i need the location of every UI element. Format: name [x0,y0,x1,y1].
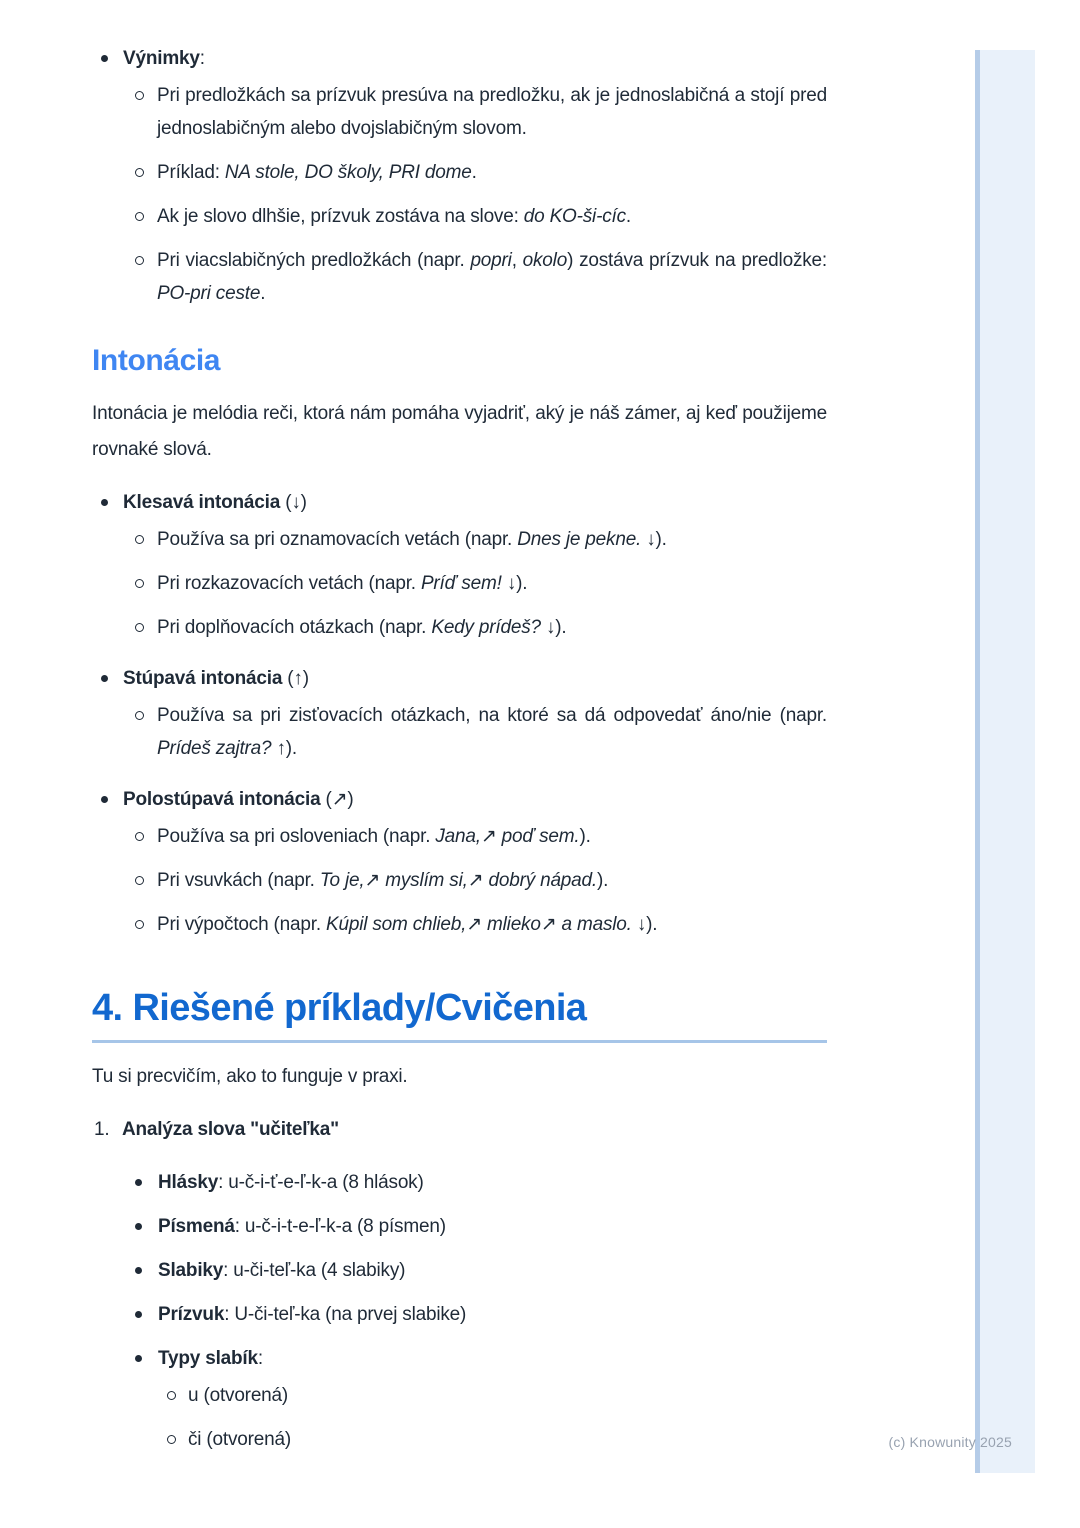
text-segment: Polostúpavá intonácia [123,789,321,810]
text-segment: ↓). [501,573,528,594]
list-item-text [157,162,477,183]
chapter-heading: 4. Riešené príklady/Cvičenia [92,984,827,1043]
list-item [92,42,827,310]
list-item-text [188,1429,291,1450]
list-item [123,699,827,765]
text-segment: , [511,250,523,271]
list-item [122,1210,827,1243]
list-item-text [157,529,667,550]
bullet-circle-icon [135,579,144,588]
text-segment: Prízvuk [158,1304,225,1325]
list-item [92,1113,827,1456]
list-item [123,200,827,233]
list-item-text [157,573,527,594]
bullet-disc-icon [101,55,108,62]
text-segment: Jana,↗ poď sem. [435,826,580,847]
text-segment: Pri doplňovacích otázkach (napr. [157,617,432,638]
copyright-footer: (c) Knowunity 2025 [888,1434,1012,1450]
list-item [123,908,827,941]
list-item-text [158,1260,405,1281]
text-segment: ). [596,870,609,891]
list-item [92,662,827,765]
list-item [123,156,827,189]
text-segment: Príklad: [157,162,225,183]
bullet-disc-icon [101,675,108,682]
text-segment: Analýza slova "učiteľka" [122,1119,339,1140]
bullet-list [92,486,827,941]
text-segment: ) zostáva prízvuk na predložke: [567,250,827,271]
text-segment: Klesavá intonácia [123,492,281,513]
text-segment: Pri vsuvkách (napr. [157,870,320,891]
text-segment: Stúpavá intonácia [123,668,283,689]
text-segment: Kedy prídeš? [431,617,541,638]
text-segment: (↑) [282,668,309,689]
exercises-list [92,1113,827,1456]
text-segment: Pri predložkách sa prízvuk presúva na predložku, ak je jednoslabičná a stojí pred jednoslabičným alebo dvojslabičným slovom. [157,85,827,139]
text-segment: PO-pri ceste [157,283,261,304]
bullet-list [123,79,827,310]
text-segment: NA stole, DO školy, PRI dome [224,162,472,183]
list-item [158,1423,827,1456]
intro-paragraph: Intonácia je melódia reči, ktorá nám pomáha vyjadriť, aký je náš zámer, aj keď použijeme rovnaké slová. [92,403,827,460]
bullet-list [122,1166,827,1456]
bullet-disc-icon [101,499,108,506]
list-item-text [158,1172,424,1193]
list-item-text [123,668,309,689]
text-segment: : u-č-i-ť-e-ľ-k-a (8 hlások) [218,1172,424,1193]
list-item [158,1379,827,1412]
text-segment: . [471,162,477,183]
exceptions-list [92,42,827,310]
text-segment: či (otvorená) [188,1429,291,1450]
list-item-text [158,1348,263,1369]
bullet-circle-icon [135,711,144,720]
bullet-circle-icon [135,623,144,632]
bullet-list [92,42,827,310]
text-segment: ↑). [271,738,298,759]
text-segment: : U-či-teľ-ka (na prvej slabike) [224,1304,467,1325]
text-segment: Používa sa pri zisťovacích otázkach, na ktoré sa dá odpovedať áno/nie (napr. [157,705,827,726]
list-item-text [157,85,827,139]
bullet-disc-icon [101,796,108,803]
bullet-disc-icon [135,1223,142,1230]
text-segment: Typy slabík [158,1348,258,1369]
list-item-text [123,492,307,513]
text-segment: Výnimky [123,48,200,69]
list-item-text [157,826,591,847]
list-item [92,783,827,941]
text-segment: Kúpil som chlieb,↗ mlieko↗ a maslo. [326,914,632,935]
list-item-text [158,1216,446,1237]
bullet-circle-icon [135,168,144,177]
text-segment: : [199,48,205,69]
bullet-disc-icon [135,1267,142,1274]
ordered-list [92,1113,827,1456]
text-segment: Hlásky [158,1172,219,1193]
list-item [123,820,827,853]
text-segment: To je,↗ myslím si,↗ dobrý nápad. [319,870,597,891]
text-segment: Používa sa pri oznamovacích vetách (napr. [157,529,518,550]
bullet-list [123,523,827,644]
bullet-circle-icon [135,212,144,221]
text-segment: Používa sa pri osloveniach (napr. [157,826,436,847]
text-segment: Ak je slovo dlhšie, prízvuk zostáva na slove: [157,206,524,227]
list-item [92,486,827,644]
list-item [123,864,827,897]
list-item-text [157,206,631,227]
list-item [122,1298,827,1331]
text-segment: Slabiky [158,1260,224,1281]
list-item-text [157,870,608,891]
practice-paragraph: Tu si precvičím, ako to funguje v praxi. [92,1066,408,1087]
bullet-circle-icon [135,91,144,100]
text-segment: . [260,283,266,304]
list-item-text [157,914,657,935]
bullet-circle-icon [135,256,144,265]
bullet-circle-icon [135,832,144,841]
list-item [123,523,827,556]
list-item [122,1254,827,1287]
list-item [122,1166,827,1199]
list-number: 1. [94,1119,110,1140]
list-item-text [157,250,827,304]
text-segment: Pri rozkazovacích vetách (napr. [157,573,421,594]
bullet-circle-icon [167,1391,176,1400]
text-segment: ↓). [631,914,658,935]
bullet-list [158,1379,827,1456]
text-segment: do KO-ši-cíc [523,206,626,227]
text-segment: Dnes je pekne. [517,529,642,550]
text-segment: ↓). [540,617,567,638]
list-item [123,79,827,145]
bullet-circle-icon [135,535,144,544]
text-segment: : u-č-i-t-e-ľ-k-a (8 písmen) [234,1216,446,1237]
text-segment: (↓) [280,492,307,513]
list-item [123,244,827,310]
text-segment: Príď sem! [420,573,502,594]
bullet-list [123,820,827,941]
list-item-text [157,617,567,638]
list-item-text [123,48,205,69]
list-item [123,611,827,644]
text-segment: u (otvorená) [188,1385,289,1406]
text-segment: Prídeš zajtra? [157,738,272,759]
list-item [123,567,827,600]
text-segment: Pri viacslabičných predložkách (napr. [157,250,471,271]
intonation-list [92,486,827,941]
text-segment: Pri výpočtoch (napr. [157,914,326,935]
bullet-circle-icon [135,920,144,929]
list-item-text [158,1304,466,1325]
text-segment: Písmená [158,1216,235,1237]
document-body [92,24,827,1456]
text-segment: : u-či-teľ-ka (4 slabiky) [223,1260,406,1281]
text-segment: popri [470,250,512,271]
list-item-text [123,789,354,810]
text-segment: ). [579,826,591,847]
bullet-circle-icon [135,876,144,885]
bullet-disc-icon [135,1355,142,1362]
bullet-list [123,699,827,765]
bullet-disc-icon [135,1179,142,1186]
text-segment: . [625,206,631,227]
list-item [122,1342,827,1456]
list-item-text [157,705,827,759]
text-segment: ↓). [641,529,667,550]
text-segment: okolo [522,250,568,271]
page-edge-strip [975,50,1035,1473]
bullet-disc-icon [135,1311,142,1318]
section-heading-intonacia: Intonácia [92,344,221,377]
list-item-text [188,1385,288,1406]
list-item-text [122,1119,339,1140]
bullet-circle-icon [167,1435,176,1444]
text-segment: : [257,1348,263,1369]
text-segment: (↗) [320,789,354,810]
